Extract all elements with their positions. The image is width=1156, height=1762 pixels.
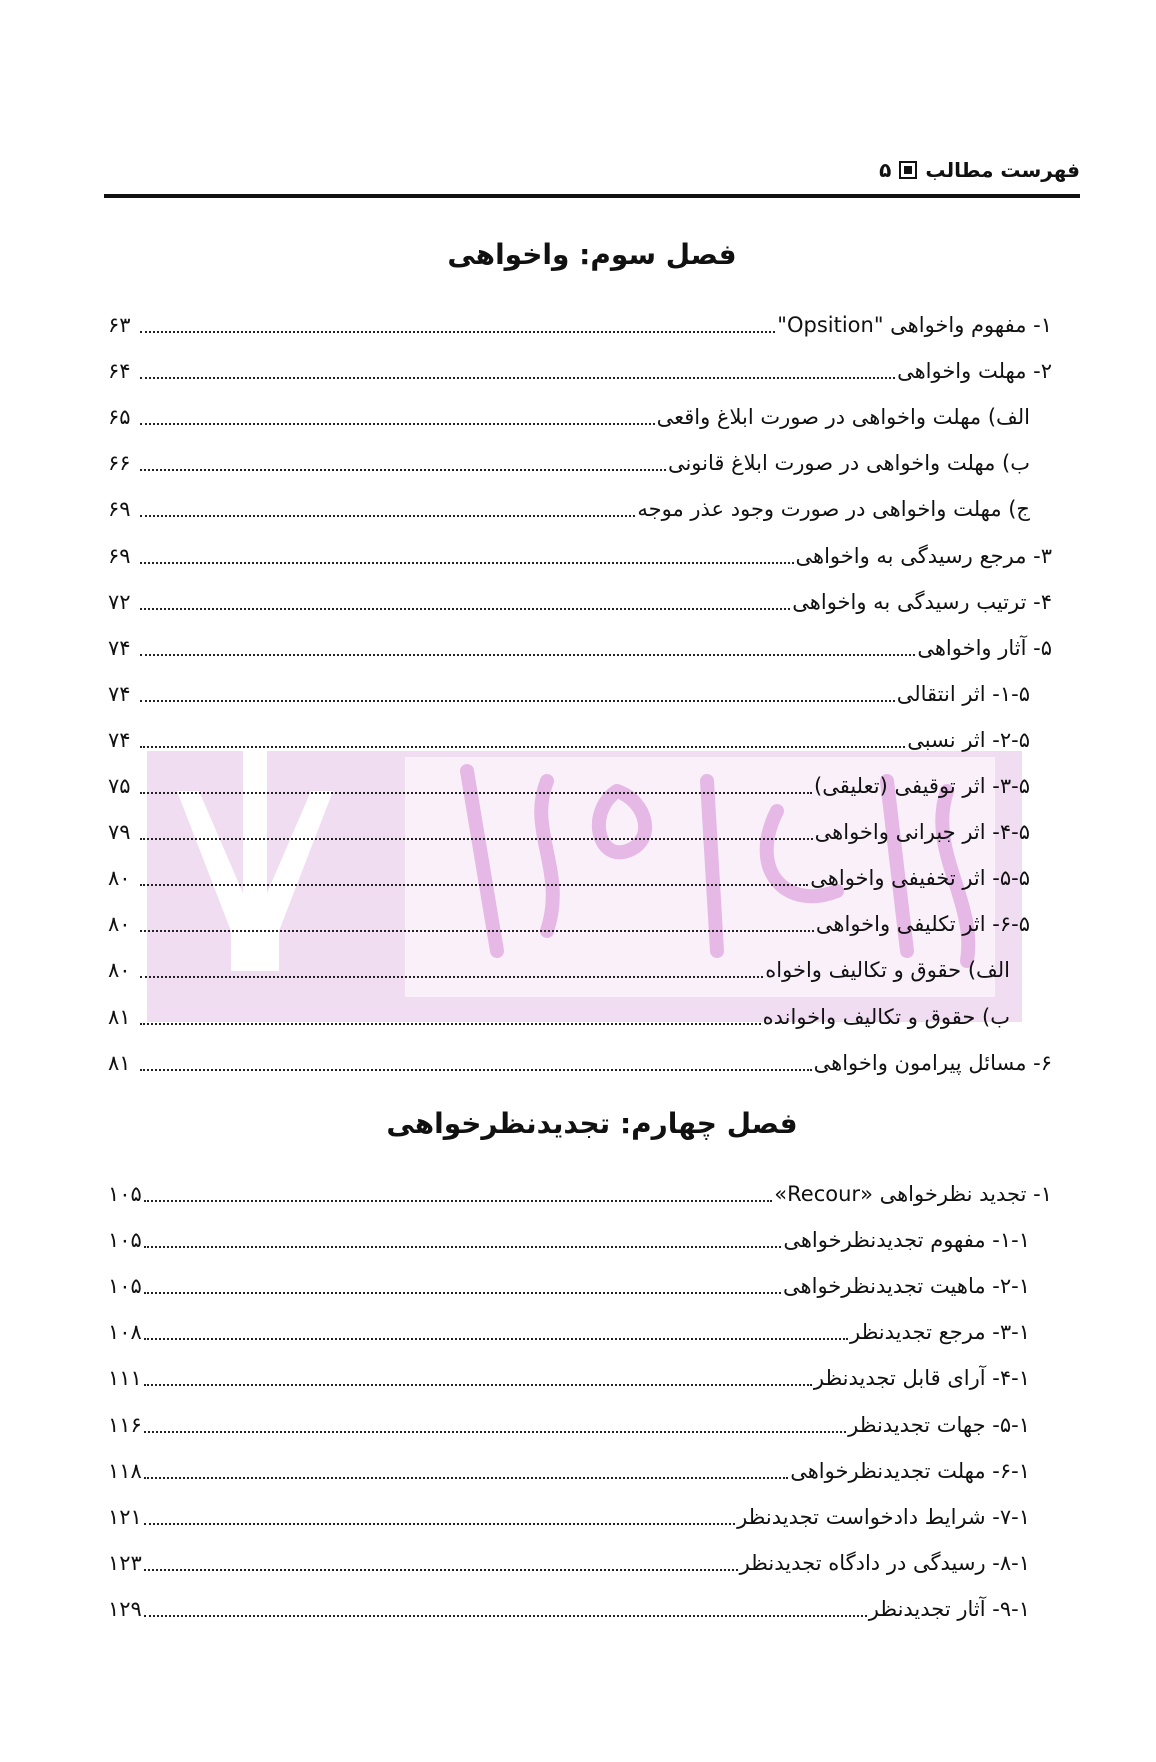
dot-leader: [144, 1431, 846, 1433]
toc-entry-page: ۸۰: [108, 866, 131, 891]
toc-entry-title: ۴-۵- اثر جبرانی واخواهی: [814, 820, 1030, 845]
toc-entry-page: ۱۱۶: [108, 1412, 142, 1437]
toc-entry-page: ۸۰: [108, 912, 131, 937]
toc-entry-title: ب) مهلت واخواهی در صورت ابلاغ قانونی: [667, 451, 1030, 476]
toc-entry-title: الف) حقوق و تکالیف واخواه: [765, 958, 1010, 983]
toc-entry-title: ب) حقوق و تکالیف واخوانده: [762, 1004, 1010, 1029]
toc-entry-title: ۲- مهلت واخواهی: [897, 359, 1052, 384]
toc-entry-page: ۶۶: [108, 451, 131, 476]
toc-entry-page: ۱۰۵: [108, 1228, 142, 1253]
toc-entry[interactable]: [108, 1177, 1052, 1209]
toc-entry[interactable]: [108, 815, 1030, 847]
dot-leader: [140, 792, 812, 794]
toc-entry-page: ۶۹: [108, 543, 131, 568]
toc-entry[interactable]: [108, 907, 1030, 939]
dot-leader: [144, 1615, 867, 1617]
dot-leader: [140, 1069, 812, 1071]
toc-entry-title: ۶- مسائل پیرامون واخواهی: [813, 1050, 1052, 1075]
toc-entry-title: ۵-۱- جهات تجدیدنظر: [848, 1412, 1030, 1437]
toc-entry-page: ۱۰۵: [108, 1182, 142, 1206]
toc-entry-page: ۷۲: [108, 589, 131, 614]
toc-entry[interactable]: [108, 1000, 1010, 1032]
toc-entry-title: ج) مهلت واخواهی در صورت وجود عذر موجه: [637, 497, 1030, 522]
toc-entry-title: ۸-۱- رسیدگی در دادگاه تجدیدنظر: [739, 1550, 1030, 1575]
toc-entry-title: ۶-۱- مهلت تجدیدنظرخواهی: [790, 1458, 1030, 1483]
toc-entry-title: ۵- آثار واخواهی: [917, 635, 1052, 660]
dot-leader: [140, 562, 794, 564]
toc-entry[interactable]: [108, 539, 1052, 571]
toc-entry-title: ۵-۵- اثر تخفیفی واخواهی: [810, 866, 1030, 891]
dot-leader: [140, 1023, 761, 1025]
toc-entry-page: ۷۹: [108, 820, 131, 845]
toc-entry[interactable]: [108, 1592, 1030, 1624]
toc-entry-page: ۶۹: [108, 497, 131, 522]
toc-entry-page: ۶۳: [108, 313, 131, 337]
toc-entry-title: ۹-۱- آثار تجدیدنظر: [868, 1596, 1030, 1621]
chapter-title: فصل سوم: واخواهی: [447, 238, 737, 271]
toc-entry-page: ۱۱۱: [108, 1366, 142, 1391]
toc-entry[interactable]: [108, 631, 1052, 663]
toc-entry-page: ۷۴: [108, 727, 131, 752]
toc-entry-title: ۴- ترتیب رسیدگی به واخواهی: [792, 589, 1052, 614]
toc-entry-title: ۳- مرجع رسیدگی به واخواهی: [795, 543, 1052, 568]
toc-entry-page: ۷۴: [108, 635, 131, 660]
toc-entry[interactable]: [108, 1223, 1030, 1255]
toc-entry-page: ۸۰: [108, 958, 131, 983]
toc-entry-page: ۱۲۳: [108, 1550, 142, 1575]
toc-entry-page: ۱۱۸: [108, 1458, 142, 1483]
dot-leader: [144, 1523, 735, 1525]
toc-entry[interactable]: [108, 1546, 1030, 1578]
header-page-number: ۵: [879, 158, 892, 182]
toc-entry-title: الف) مهلت واخواهی در صورت ابلاغ واقعی: [656, 405, 1030, 430]
toc-entry[interactable]: [108, 1408, 1030, 1440]
chapter-title: فصل چهارم: تجدیدنظرخواهی: [386, 1107, 798, 1140]
toc-entry-page: ۸۱: [108, 1050, 131, 1075]
dot-leader: [140, 700, 895, 702]
dot-leader: [140, 515, 635, 517]
dot-leader: [140, 838, 813, 840]
toc-entry-title: ۱- مفهوم واخواهی "Opsition": [777, 313, 1052, 337]
toc-entry[interactable]: [108, 1500, 1030, 1532]
toc-entry-title: ۲-۱- ماهیت تجدیدنظرخواهی: [783, 1274, 1030, 1299]
toc-entry[interactable]: [108, 354, 1052, 386]
toc-entry[interactable]: [108, 1046, 1052, 1078]
toc-entry[interactable]: [108, 953, 1010, 985]
toc-entry[interactable]: [108, 400, 1030, 432]
dot-leader: [140, 423, 655, 425]
dot-leader: [144, 1200, 772, 1202]
toc-entry[interactable]: [108, 861, 1030, 893]
dot-leader: [144, 1338, 848, 1340]
dot-leader: [144, 1477, 788, 1479]
dot-leader: [140, 976, 763, 978]
toc-entry[interactable]: [108, 723, 1030, 755]
toc-entry-title: ۱-۵- اثر انتقالی: [896, 681, 1030, 706]
toc-entry-page: ۱۲۱: [108, 1504, 142, 1529]
toc-entry-title: ۶-۵- اثر تکلیفی واخواهی: [815, 912, 1030, 937]
toc-entry-title: ۳-۱- مرجع تجدیدنظر: [849, 1320, 1030, 1345]
dot-leader: [140, 469, 666, 471]
dot-leader: [144, 1384, 812, 1386]
dot-leader: [140, 377, 895, 379]
toc-entry[interactable]: [108, 308, 1052, 340]
dot-leader: [140, 930, 814, 932]
toc-entry-title: ۷-۱- شرایط دادخواست تجدیدنظر: [737, 1504, 1030, 1529]
dot-leader: [140, 654, 915, 656]
toc-entry-title: ۱-۱- مفهوم تجدیدنظرخواهی: [783, 1228, 1030, 1253]
toc-entry-page: ۶۵: [108, 405, 131, 430]
toc-entry[interactable]: [108, 1269, 1030, 1301]
dot-leader: [144, 1292, 781, 1294]
toc-entry-page: ۷۵: [108, 774, 131, 798]
toc-entry[interactable]: [108, 585, 1052, 617]
toc-entry-page: ۷۴: [108, 681, 131, 706]
toc-entry[interactable]: [108, 492, 1030, 524]
toc-entry[interactable]: [108, 1361, 1030, 1393]
toc-entry-page: ۸۱: [108, 1004, 131, 1029]
dot-leader: [140, 746, 905, 748]
toc-entry-title: ۴-۱- آرای قابل تجدیدنظر: [813, 1366, 1030, 1391]
toc-entry[interactable]: [108, 677, 1030, 709]
toc-entry[interactable]: [108, 446, 1030, 478]
toc-entry-title: ۲-۵- اثر نسبی: [907, 727, 1030, 752]
toc-entry[interactable]: [108, 1315, 1030, 1347]
toc-entry-page: ۱۰۸: [108, 1320, 142, 1345]
dot-leader: [140, 884, 808, 886]
dot-leader: [140, 608, 790, 610]
toc-entry-page: ۱۰۵: [108, 1274, 142, 1299]
toc-entry-title: ۳-۵- اثر توقیفی (تعلیقی): [814, 774, 1030, 798]
toc-entry[interactable]: [108, 769, 1030, 801]
toc-entry-page: ۶۴: [108, 359, 131, 384]
header-title: فهرست مطالب: [925, 158, 1080, 182]
dot-leader: [140, 331, 775, 333]
toc-entry[interactable]: [108, 1454, 1030, 1486]
dot-leader: [144, 1569, 738, 1571]
toc-entry-title: ۱- تجدید نظرخواهی «Recour»: [774, 1182, 1052, 1206]
dot-leader: [144, 1246, 781, 1248]
toc-entry-page: ۱۲۹: [108, 1596, 142, 1621]
